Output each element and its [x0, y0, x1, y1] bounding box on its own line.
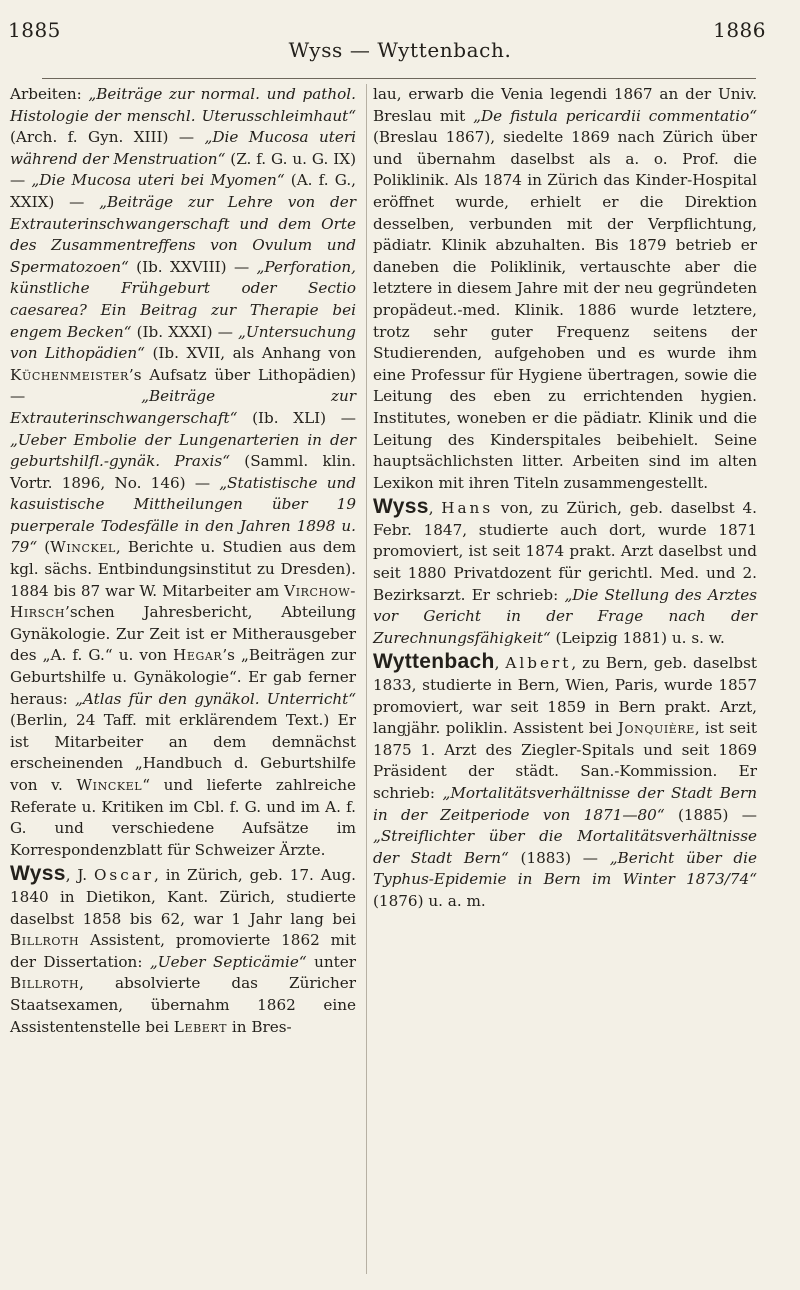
text-run: ,: [494, 654, 506, 673]
italic-run: „Perforation, künstliche Frühgeburt oder Sectio caesarea? Ein Beitrag zur Therapie bei engem Becken“: [10, 257, 356, 341]
text-run: (A. f. G., XXIX) —: [10, 171, 357, 211]
text-run: ’s Aufsatz über Lithopädien) —: [10, 365, 356, 406]
small-caps-run: Lebert: [173, 1017, 228, 1036]
small-caps-run: Billroth: [10, 974, 80, 993]
text-run: (1883) —: [508, 848, 610, 867]
text-run: (Ib. XXXI) —: [131, 322, 239, 341]
entry-headword: Wyss: [10, 862, 66, 886]
spaced-name: Oscar: [93, 866, 155, 885]
italic-run: „Bericht über die Typhus-Epidemie in Bern im Winter 1873/74“: [373, 848, 757, 889]
text-run: lau, erwarb die Venia legendi 1867 an der Univ. Breslau mit: [373, 85, 757, 125]
italic-run: „Untersuchung von Lithopädien“: [10, 322, 356, 363]
text-run: von, zu Zürich, geb. daselbst 4. Febr. 1847, studierte auch dort, wurde 1871 promoviert, ist seit 1874 prakt. Arzt daselbst und seit 1880 Privatdozent für gerichtl. Med. und 2. Bezirksarzt. Er schrieb:: [373, 499, 757, 604]
column-divider: [366, 84, 367, 1274]
text-run: (1885) —: [664, 805, 757, 824]
text-run: ’s „Beiträgen zur Geburtshilfe u. Gynäkologie“. Er gab ferner heraus:: [10, 646, 356, 708]
running-title: Wyss — Wyttenbach.: [288, 38, 512, 62]
text-run: (Z. f. G. u. G. IX) —: [10, 149, 356, 190]
text-run: ’schen Jahresbericht, Abteilung Gynäkologie. Zur Zeit ist er Mitherausgeber des „A. f. G.“ u. von: [10, 603, 356, 665]
right-column: [373, 84, 757, 913]
text-run: , zu Bern, geb. daselbst 1833, studierte in Bern, Wien, Paris, wurde 1857 promoviert, war seit 1859 in Bern prakt. Arzt, langjähr. poliklin. Assistent bei: [373, 654, 758, 738]
small-caps-run: Winckel: [50, 538, 116, 557]
text-run: , in Zürich, geb. 17. Aug. 1840 in Dietikon, Kant. Zürich, studierte daselbst 1858 bis 62, war 1 Jahr lang bei: [10, 866, 356, 928]
text-run: , Berichte u. Studien aus dem kgl. sächs. Entbindungsinstitut zu Dresden). 1884 bis 87 war W. Mitarbeiter am: [10, 538, 356, 600]
text-run: ,: [428, 499, 442, 518]
left-column: [10, 84, 356, 1038]
italic-run: „Ueber Embolie der Lungenarterien in der geburtshilfl.-gynäk. Praxis“: [10, 430, 356, 471]
text-run: “ und lieferte zahlreiche Referate u. Kritiken im Cbl. f. G. und im A. f. G. und verschiedene Aufsätze im Korrespondenzblatt für Schweizer Ärzte.: [10, 776, 356, 859]
paragraph-wyss-oscar-continued: [373, 84, 757, 494]
paragraph-continued-entry: [10, 84, 356, 861]
entry-headword: Wyttenbach: [373, 650, 495, 674]
entry-wyss-hans: [373, 496, 757, 649]
text-run: unter: [306, 952, 357, 971]
italic-run: „Ueber Septicämie“: [149, 952, 307, 971]
text-run: (Ib. XXVIII) —: [128, 257, 257, 276]
italic-run: „Statistische und kasuistische Mittheilungen über 19 puerperale Todesfälle in den Jahren 1898 u. 79“: [10, 473, 357, 557]
small-caps-run: Winckel: [76, 776, 143, 794]
entry-headword: Wyss: [373, 495, 429, 519]
spaced-name: Hans: [441, 499, 494, 518]
small-caps-run: Billroth: [10, 931, 80, 950]
italic-run: „Die Mucosa uteri während der Menstruation“: [10, 128, 356, 168]
italic-run: „Beiträge zur Lehre von der Extrauterinschwangerschaft und dem Orte des Zusammentreffens von Ovulum und Spermatozoen“: [10, 192, 356, 276]
italic-run: „De fistula pericardii commentatio“: [473, 106, 757, 125]
header-rule: [42, 78, 756, 79]
small-caps-run: Hegar: [173, 646, 223, 665]
text-run: , absolvierte das Züricher Staatsexamen, übernahm 1862 eine Assistentenstelle bei: [10, 974, 356, 1036]
small-caps-run: Küchenmeister: [10, 365, 129, 384]
text-run: Arbeiten:: [10, 85, 89, 103]
spaced-name: Albert: [505, 654, 572, 673]
text-run: (Samml. klin. Vortr. 1896, No. 146) —: [10, 452, 357, 492]
text-run: Assistent, promovierte 1862 mit der Dissertation:: [10, 931, 356, 971]
text-run: (1876) u. a. m.: [373, 891, 486, 910]
italic-run: „Beiträge zur normal. und pathol. Histologie der menschl. Uterusschleimhaut“: [10, 85, 356, 125]
text-run: in Bres-: [227, 1017, 292, 1036]
small-caps-run: Virchow-Hirsch: [10, 581, 356, 622]
text-run: , J.: [65, 866, 94, 885]
text-run: (: [37, 538, 51, 557]
text-run: (Ib. XLI) —: [237, 408, 356, 427]
italic-run: „Mortalitätsverhältnisse der Stadt Bern in der Zeitperiode von 1871—80“: [373, 784, 757, 824]
italic-run: „Die Stellung des Arztes vor Gericht in der Frage nach der Zurechnungsfähigkeit“: [373, 585, 757, 647]
italic-run: „Streiflichter über die Mortalitätsverhältnisse der Stadt Bern“: [373, 827, 757, 867]
italic-run: „Die Mucosa uteri bei Myomen“: [31, 171, 285, 190]
entry-wyss-oscar: [10, 863, 356, 1038]
column-number-left: 1885: [8, 18, 61, 42]
text-run: (Breslau 1867), siedelte 1869 nach Zürich über und übernahm daselbst als a. o. Prof. die Poliklinik. Als 1874 in Zürich das Kinder-Hospital eröffnet wurde, erhielt er die Direktion desselben, verbunden mit der Verpflichtung, pädiatr. Klinik abzuhalten. Bis 1879 betrieb er daneben die Poliklinik, vertauschte aber die letztere in diesem Jahre mit der neu gegründeten propädeut.-med. Klinik. 1886 wurde letztere, trotz sehr guter Frequenz seitens der Studierenden, aufgehoben und es wurde ihm eine Professur für Hygiene übertragen, sowie die Leitung des eben zu errichtenden hygien. Institutes, woneben er die pädiatr. Klinik und die Leitung des Kinderspitales beibehielt. Seine hauptsächlichsten litter. Arbeiten sind im alten Lexikon mit ihren Titeln zusammengestellt.: [373, 128, 757, 492]
column-number-right: 1886: [713, 18, 766, 42]
small-caps-run: Jonquière: [617, 719, 695, 738]
text-run: (Leipzig 1881) u. s. w.: [550, 628, 725, 647]
text-run: (Ib. XVII, als Anhang von: [144, 344, 356, 363]
text-run: (Berlin, 24 Taff. mit erklärendem Text.) Er ist Mitarbeiter an dem demnächst erscheinenden „Handbuch d. Geburtshilfe von v.: [10, 711, 356, 794]
text-run: , ist seit 1875 1. Arzt des Ziegler-Spitals und seit 1869 Präsident der städt. San.-Kommission. Er schrieb:: [373, 719, 758, 802]
italic-run: „Beiträge zur Extrauterinschwangerschaft“: [10, 387, 357, 427]
entry-wyttenbach-albert: [373, 651, 757, 912]
text-run: (Arch. f. Gyn. XIII) —: [10, 128, 205, 147]
italic-run: „Atlas für den gynäkol. Unterricht“: [75, 689, 357, 708]
